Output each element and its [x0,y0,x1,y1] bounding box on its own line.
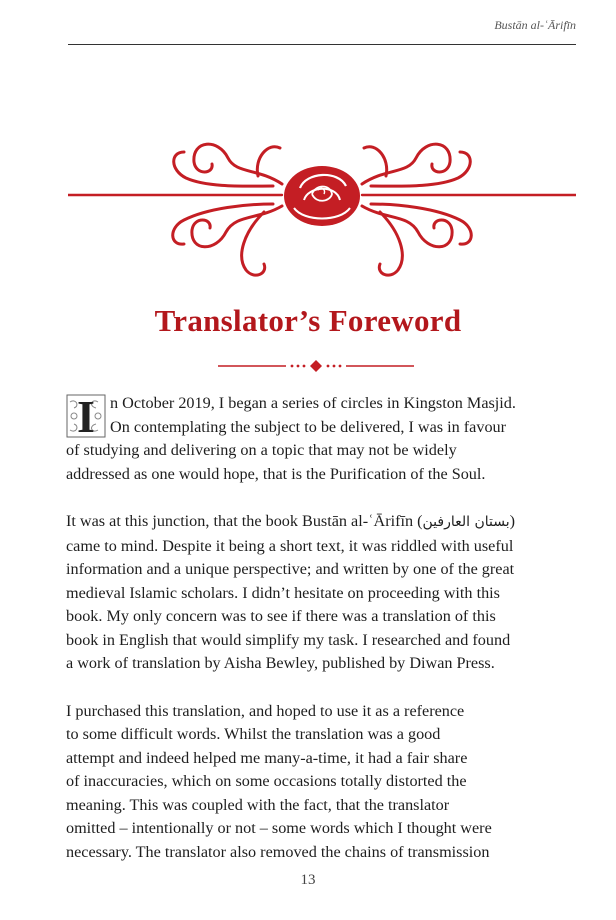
paragraph-1-line: of studying and delivering on a topic that may not be widely [66,441,457,459]
paragraph-1-line: addressed as one would hope, that is the Purification of the Soul. [66,464,486,483]
arabic-book-title: بستان العارفين [422,514,510,530]
rose-flourish-ornament-icon [68,128,576,288]
page-title: Translator’s Foreword [154,303,462,338]
paragraph-2-text: ) [509,512,516,530]
paragraph-1-line: n October 2019, I began a series of circles in Kingston Masjid. [110,394,516,412]
paragraph-3 [66,700,571,865]
paragraph-2-line: information and a unique perspective; and written by one of the great [66,560,515,578]
paragraph-2-text: It was at this junction, that the book Bustān al-ʿĀrifīn ( [66,512,423,530]
paragraph-2-line: medieval Islamic scholars. I didn’t hesitate on proceeding with this [66,583,500,602]
paragraph-3-line: omitted – intentionally or not – some words which I thought were [66,819,492,837]
dropcap [66,391,106,442]
paragraph-3-line: of inaccuracies, which on some occasions totally distorted the [66,772,467,790]
paragraph-3-line: attempt and indeed helped me many-a-time, it had a fair share [66,748,468,767]
dropcap-letter: I [77,391,95,442]
paragraph-2-line: book. My only concern was to see if there was a translation of this [66,607,496,625]
paragraph-3-line: to some difficult words. Whilst the translation was a good [66,725,441,743]
paragraph-3-line: necessary. The translator also removed the chains of transmission [66,842,490,861]
paragraph-2-line [66,510,571,535]
paragraph-2-line: came to mind. Despite it being a short text, it was riddled with useful [66,536,514,555]
paragraph-3-line: meaning. This was coupled with the fact, that the translator [66,795,450,814]
title-divider [218,358,414,374]
page-number: 13 [300,872,316,888]
paragraph-2-line: book in English that would simplify my task. I researched and found [66,630,511,649]
running-header: Bustān al-ʿĀrifīn [494,18,576,32]
paragraph-3-line: I purchased this translation, and hoped to use it as a reference [66,701,465,720]
paragraph-2-line: a work of translation by Aisha Bewley, published by Diwan Press. [66,654,495,672]
paragraph-2 [66,510,571,676]
paragraph-1 [66,392,571,486]
paragraph-1-line: On contemplating the subject to be delivered, I was in favour [110,417,507,436]
header-rule [68,44,576,45]
foreword-body [66,392,571,888]
